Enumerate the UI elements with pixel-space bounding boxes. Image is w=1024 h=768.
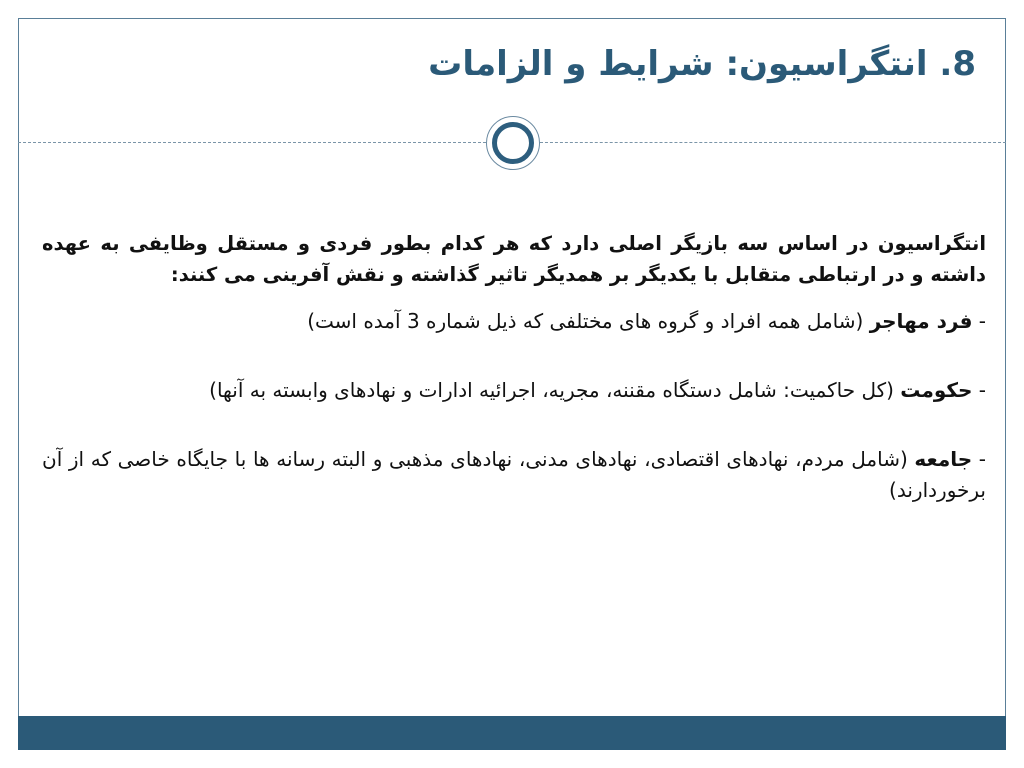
list-item-prefix: - (972, 378, 986, 402)
intro-paragraph: انتگراسیون در اساس سه بازیگر اصلی دارد که هر کدام بطور فردی و مستقل وظایفی به عهده داشته و در ارتباطی متقابل با یکدیگر بر همدیگر تاثیر گذاشته و نقش آفرینی می کنند: (42, 232, 986, 286)
list-item-term: فرد مهاجر (869, 309, 973, 333)
list-item-migrant (42, 306, 986, 337)
divider-line-right (540, 142, 1006, 143)
list-item-society (42, 444, 986, 506)
list-item-term: جامعه (914, 447, 973, 471)
circle-ornament-icon (486, 116, 540, 170)
list-item-detail: (شامل همه افراد و گروه های مختلفی که ذیل شماره 3 آمده است) (307, 309, 870, 333)
list-item-term: حکومت (900, 378, 973, 402)
footer-bar (18, 716, 1006, 750)
slide-body (42, 228, 986, 544)
list-item-detail: (کل حاکمیت: شامل دستگاه مقننه، مجریه، اجرائیه ادارات و نهادهای وابسته به آنها) (209, 378, 901, 402)
list-item-detail: (شامل مردم، نهادهای اقتصادی، نهادهای مدنی، نهادهای مذهبی و البته رسانه ها با جایگاه خاصی که از آن برخوردارند) (42, 447, 986, 502)
list-item-government (42, 375, 986, 406)
list-item-prefix: - (972, 309, 986, 333)
list-item-prefix: - (972, 447, 986, 471)
slide-title: 8. انتگراسیون: شرایط و الزامات (428, 44, 976, 84)
divider-line-left (18, 142, 486, 143)
